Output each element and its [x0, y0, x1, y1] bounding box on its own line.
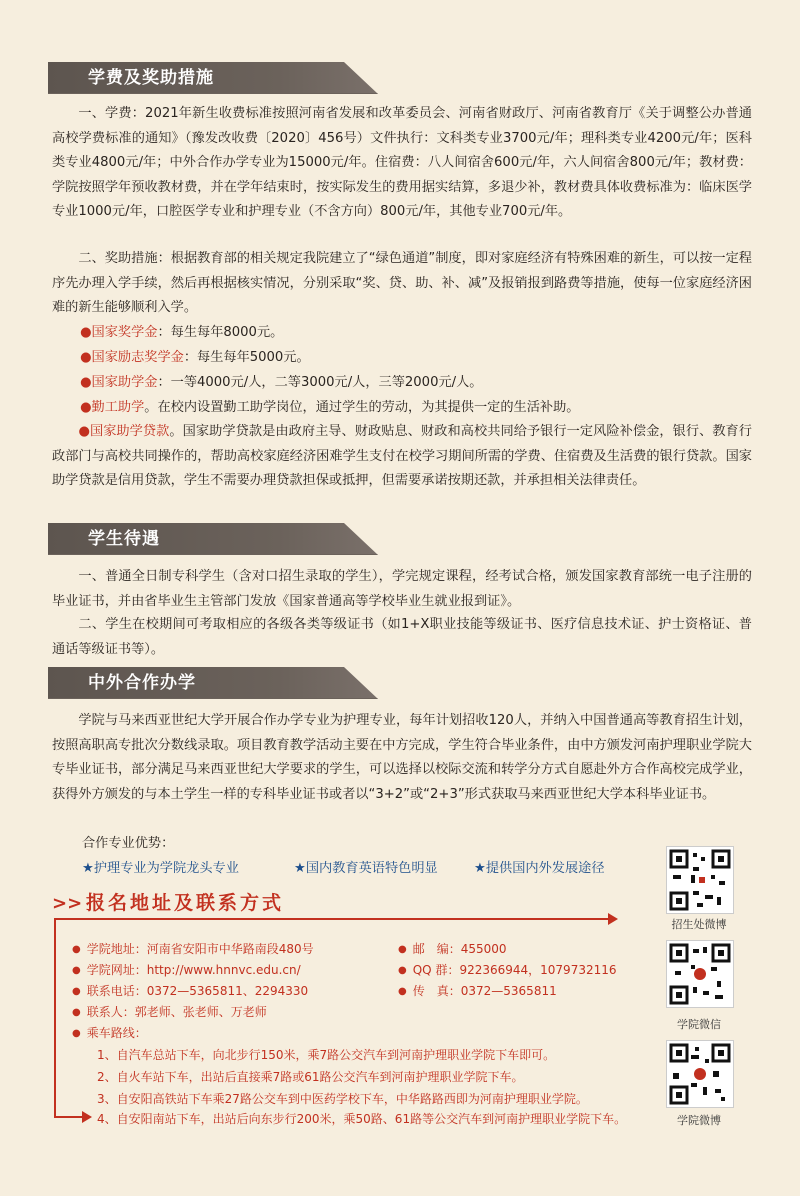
star-icon: ★ — [82, 861, 94, 876]
contact-website[interactable] — [72, 961, 301, 980]
bullet-label: 国家助学金 — [91, 375, 158, 390]
advantages-title: 合作专业优势： — [82, 836, 175, 851]
bullet-text: ：一等4000元/人，二等3000元/人，三等2000元/人。 — [157, 375, 483, 390]
bullet-icon: ● — [72, 1007, 81, 1018]
bullet-icon: ● — [80, 350, 92, 365]
section-title-coop: 中外合作办学 — [88, 673, 196, 693]
contact-people-text: 联系人：郭老师、张老师、万老师 — [86, 1005, 267, 1019]
route-item: 1、自汽车总站下车，向北步行150米，乘7路公交汽车到河南护理职业学院下车即可。 — [97, 1048, 556, 1062]
bullet-item — [80, 346, 310, 371]
contact-qq — [398, 961, 617, 980]
fax-text: 传 真：0372—5365811 — [412, 984, 557, 998]
postcode-text: 邮 编：455000 — [412, 942, 507, 956]
bullet-icon: ● — [72, 944, 81, 955]
contact-people — [72, 1003, 267, 1022]
advantage-item — [82, 857, 239, 876]
bullet-icon: ● — [398, 965, 407, 976]
qr-caption: 学院微博 — [677, 1114, 721, 1127]
arrow-right-icon — [608, 913, 618, 925]
divider-line — [54, 1116, 84, 1118]
chevron-right-icon: >> — [52, 893, 83, 914]
advantage-item — [474, 857, 605, 876]
bullet-icon: ● — [80, 400, 92, 415]
star-icon: ★ — [474, 861, 486, 876]
divider-line — [54, 918, 612, 920]
contact-title: 报名地址及联系方式 — [86, 892, 285, 914]
contact-address — [72, 940, 314, 959]
qr-caption: 招生处微博 — [671, 918, 727, 931]
bullet-text: 。国家助学贷款是由政府主导、财政贴息、财政和高校共同给予银行一定风险补偿金，银行、教育行政部门与高校共同操作的，帮助高校家庭经济困难学生支付在校学习期间所需的学费、住宿费及生活费的银行贷款。国家助学贷款是信用贷款，学生不需要办理贷款担保或抵押，但需要承诺按期还款，并承担相关法律责任。 — [52, 424, 752, 488]
bullet-text: ：每生每年5000元。 — [183, 350, 310, 365]
bullet-icon: ● — [80, 375, 92, 390]
treatment-paragraph-2: 二、学生在校期间可考取相应的各级各类等级证书（如1+X职业技能等级证书、医疗信息技术证、护士资格证、普通话等级证书等）。 — [52, 617, 752, 657]
contact-phone-text: 联系电话：0372—5365811、2294330 — [86, 984, 309, 998]
qq-text: QQ 群：922366944，1079732116 — [412, 963, 617, 977]
bullet-item — [80, 321, 283, 346]
bullet-item-long — [52, 420, 752, 494]
route-title-text: 乘车路线： — [86, 1026, 147, 1040]
qr-code-icon — [666, 940, 734, 1008]
advantage-text: 国内教育英语特色明显 — [305, 861, 438, 876]
star-icon: ★ — [294, 861, 306, 876]
advantage-text: 护理专业为学院龙头专业 — [93, 861, 239, 876]
bullet-icon: ● — [80, 325, 92, 340]
bullet-icon: ● — [398, 944, 407, 955]
bullet-label: 国家奖学金 — [91, 325, 158, 340]
qr-caption: 学院微信 — [677, 1018, 721, 1031]
bullet-item — [80, 371, 482, 396]
bullet-text: 。在校内设置勤工助学岗位，通过学生的劳动，为其提供一定的生活补助。 — [144, 400, 580, 415]
bullet-item — [80, 396, 579, 421]
contact-fax — [398, 982, 557, 1001]
advantage-item — [294, 857, 438, 876]
fees-paragraph-2: 二、奖助措施：根据教育部的相关规定我院建立了“绿色通道”制度，即对家庭经济有特殊困难的新生，可以按一定程序先办理入学手续，然后再根据核实情况，分别采取“奖、贷、助、补、减”及报销报到路费等措施，使每一位家庭经济困难的新生能够顺利入学。 — [52, 251, 752, 315]
bullet-icon: ● — [398, 986, 407, 997]
bullet-label: 国家助学贷款 — [89, 424, 170, 439]
bullet-icon: ● — [72, 965, 81, 976]
route-item: 2、自火车站下车，出站后直接乘7路或61路公交汽车到河南护理职业学院下车。 — [97, 1070, 524, 1084]
arrow-right-icon — [82, 1111, 92, 1123]
bullet-icon: ● — [78, 424, 90, 439]
bullet-icon: ● — [72, 986, 81, 997]
coop-paragraph: 学院与马来西亚世纪大学开展合作办学专业为护理专业，每年计划招收120人，并纳入中国普通高等教育招生计划，按照高职高专批次分数线录取。项目教育教学活动主要在中方完成，学生符合毕业条件，由中方颁发河南护理职业学院大专毕业证书，部分满足马来西亚世纪大学要求的学生，可以选择以校际交流和转学分方式自愿赴外方合作高校完成学业，获得外方颁发的与本土学生一样的专科毕业证书或者以“3+2”或“2+3”形式获取马来西亚世纪大学本科毕业证书。 — [52, 713, 752, 802]
qr-code-icon — [666, 1040, 734, 1108]
route-item: 3、自安阳高铁站下车乘27路公交车到中医药学校下车，中华路路西即为河南护理职业学院。 — [97, 1092, 588, 1106]
contact-postcode — [398, 940, 507, 959]
qr-code-icon — [666, 846, 734, 914]
contact-route-title — [72, 1024, 147, 1043]
fees-paragraph-1: 一、学费：2021年新生收费标准按照河南省发展和改革委员会、河南省财政厅、河南省教育厅《关于调整公办普通高校学费标准的通知》（豫发改收费〔2020〕456号）文件执行：文科类专业3700元/年；理科类专业4200元/年；医科类专业4800元/年；中外合作办学专业为15000元/年。住宿费：八人间宿舍600元/年，六人间宿舍800元/年；教材费：学院按照学年预收教材费，并在学年结束时，按实际发生的费用据实结算，多退少补，教材费具体收费标准为：临床医学专业1000元/年，口腔医学专业和护理专业（不含方向）800元/年，其他专业700元/年。 — [52, 106, 752, 219]
bullet-label: 国家励志奖学金 — [91, 350, 184, 365]
bullet-label: 勤工助学 — [91, 400, 145, 415]
contact-address-text: 学院地址：河南省安阳市中华路南段480号 — [86, 942, 314, 956]
website-link[interactable]: 学院网址：http://www.hnnvc.edu.cn/ — [86, 963, 301, 977]
route-item: 4、自安阳南站下车，出站后向东步行200米，乘50路、61路等公交汽车到河南护理职业学院下车。 — [97, 1112, 627, 1126]
bullet-text: ：每生每年8000元。 — [157, 325, 284, 340]
section-title-fees: 学费及奖助措施 — [88, 68, 214, 88]
bullet-icon: ● — [72, 1028, 81, 1039]
contact-phone — [72, 982, 308, 1001]
advantage-text: 提供国内外发展途径 — [485, 861, 605, 876]
divider-line — [54, 918, 56, 1118]
section-title-treatment: 学生待遇 — [88, 529, 160, 549]
treatment-paragraph-1: 一、普通全日制专科学生（含对口招生录取的学生），学完规定课程，经考试合格，颁发国家教育部统一电子注册的毕业证书，并由省毕业生主管部门发放《国家普通高等学校毕业生就业报到证》。 — [52, 569, 752, 609]
